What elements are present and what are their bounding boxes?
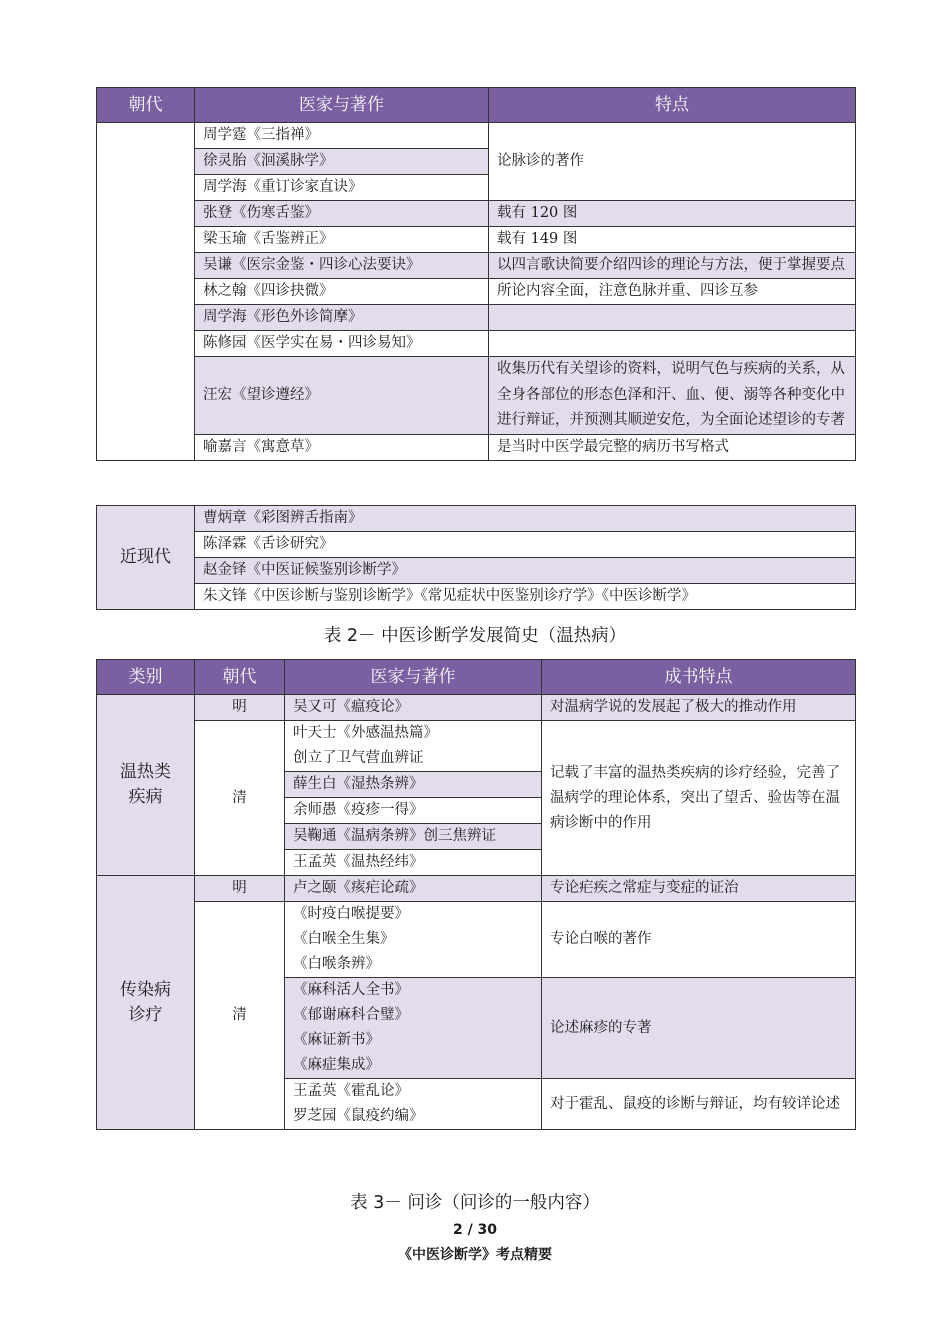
dynasty-cell-modern: 近现代	[97, 506, 195, 610]
work-cell: 梁玉瑜《舌鉴辨正》	[195, 227, 489, 253]
header-feature: 成书特点	[542, 660, 856, 695]
page-number: 2 / 30	[452, 1222, 498, 1238]
feature-cell: 论述麻疹的专著	[542, 978, 856, 1079]
feature-cell: 以四言歌诀简要介绍四诊的理论与方法，便于掌握要点	[489, 253, 856, 279]
table-row	[97, 584, 856, 610]
table-row	[97, 279, 856, 305]
category-cell-warm: 温热类疾病	[97, 695, 195, 876]
work-item: 《麻症集成》	[293, 1057, 380, 1073]
feature-cell: 所论内容全面，注意色脉并重、四诊互参	[489, 279, 856, 305]
feature-cell	[489, 331, 856, 357]
feature-cell: 载有 149 图	[489, 227, 856, 253]
work-item: 薛生白《湿热条辨》	[285, 772, 541, 798]
header-dynasty: 朝代	[97, 88, 195, 123]
work-item: 王孟英《温热经纬》	[293, 854, 424, 870]
table-row	[97, 253, 856, 279]
header-works: 医家与著作	[195, 88, 489, 123]
table-header-row	[97, 88, 856, 123]
header-category: 类别	[97, 660, 195, 695]
table-2-caption: 表 2－ 中医诊断学发展简史（温热病）	[323, 626, 627, 646]
table-row	[97, 331, 856, 357]
work-cell: 吴又可《瘟疫论》	[285, 695, 542, 721]
work-list-cell	[285, 1079, 542, 1130]
work-cell: 周学海《形色外诊简摩》	[195, 305, 489, 331]
work-item: 创立了卫气营血辨证	[285, 746, 541, 772]
header-feature: 特点	[489, 88, 856, 123]
table-row	[97, 532, 856, 558]
dynasty-cell: 明	[195, 876, 285, 902]
feature-cell: 论脉诊的著作	[489, 123, 856, 201]
table-warm-disease-history	[96, 659, 856, 1130]
work-cell: 汪宏《望诊遵经》	[195, 357, 489, 435]
work-cell: 张登《伤寒舌鉴》	[195, 201, 489, 227]
dynasty-cell: 清	[195, 721, 285, 876]
book-title: 《中医诊断学》考点精要	[398, 1247, 552, 1263]
work-cell: 喻嘉言《寓意草》	[195, 434, 489, 460]
feature-cell: 记载了丰富的温热类疾病的诊疗经验，完善了温病学的理论体系，突出了望舌、验齿等在温病诊断中的作用	[542, 721, 856, 876]
work-list-cell	[285, 978, 542, 1079]
table-row	[97, 434, 856, 460]
work-item: 罗芝园《鼠疫约编》	[293, 1108, 424, 1124]
table-development-history	[96, 87, 856, 461]
work-cell: 林之翰《四诊抉微》	[195, 279, 489, 305]
work-cell: 陈泽霖《舌诊研究》	[195, 532, 856, 558]
dynasty-cell: 清	[195, 902, 285, 1130]
work-item: 吴鞠通《温病条辨》创三焦辨证	[285, 824, 541, 850]
feature-cell: 载有 120 图	[489, 201, 856, 227]
work-cell: 卢之颐《痎疟论疏》	[285, 876, 542, 902]
work-item: 《麻证新书》	[293, 1032, 380, 1048]
work-cell: 周学霆《三指禅》	[195, 123, 489, 149]
feature-cell: 专论疟疾之常症与变症的证治	[542, 876, 856, 902]
work-item: 余师愚《疫疹一得》	[285, 798, 541, 824]
table-row	[97, 902, 856, 978]
dynasty-cell: 明	[195, 695, 285, 721]
work-item: 《白喉全生集》	[293, 931, 395, 947]
work-item: 《时疫白喉提要》	[293, 906, 409, 922]
feature-cell	[489, 305, 856, 331]
table-row	[97, 201, 856, 227]
work-cell: 周学海《重订诊家直诀》	[195, 175, 489, 201]
table-row	[97, 357, 856, 435]
table-row	[97, 506, 856, 532]
dynasty-cell-qing	[97, 123, 195, 461]
work-item: 《麻科活人全书》	[293, 982, 409, 998]
work-item: 王孟英《霍乱论》	[293, 1083, 409, 1099]
work-item: 叶天士《外感温热篇》	[293, 725, 438, 741]
work-list-cell	[285, 721, 542, 876]
table-modern-section	[96, 505, 856, 610]
table-3-caption: 表 3－ 问诊（问诊的一般内容）	[350, 1193, 600, 1213]
table-row	[97, 305, 856, 331]
feature-cell: 是当时中医学最完整的病历书写格式	[489, 434, 856, 460]
work-cell: 赵金铎《中医证候鉴别诊断学》	[195, 558, 856, 584]
feature-cell: 对温病学说的发展起了极大的推动作用	[542, 695, 856, 721]
table-row	[97, 876, 856, 902]
work-cell: 徐灵胎《洄溪脉学》	[195, 149, 489, 175]
work-cell: 吴谦《医宗金鉴・四诊心法要诀》	[195, 253, 489, 279]
work-cell: 陈修园《医学实在易・四诊易知》	[195, 331, 489, 357]
header-dynasty: 朝代	[195, 660, 285, 695]
category-cell-infectious: 传染病诊疗	[97, 876, 195, 1130]
table-row	[97, 695, 856, 721]
table-row	[97, 721, 856, 876]
table-row	[97, 558, 856, 584]
feature-cell: 专论白喉的著作	[542, 902, 856, 978]
feature-cell: 对于霍乱、鼠疫的诊断与辩证，均有较详论述	[542, 1079, 856, 1130]
feature-cell: 收集历代有关望诊的资料，说明气色与疾病的关系，从全身各部位的形态色泽和汗、血、便、溺等各种变化中进行辩证，并预测其顺逆安危，为全面论述望诊的专著	[489, 357, 856, 435]
work-item: 《郁谢麻科合璧》	[293, 1007, 409, 1023]
table-row	[97, 227, 856, 253]
work-list-cell	[285, 902, 542, 978]
work-cell: 朱文锋《中医诊断与鉴别诊断学》《常见症状中医鉴别诊疗学》《中医诊断学》	[195, 584, 856, 610]
header-works: 医家与著作	[285, 660, 542, 695]
work-item: 《白喉条辨》	[293, 956, 380, 972]
work-cell: 曹炳章《彩图辨舌指南》	[195, 506, 856, 532]
table-row	[97, 123, 856, 149]
table-header-row	[97, 660, 856, 695]
